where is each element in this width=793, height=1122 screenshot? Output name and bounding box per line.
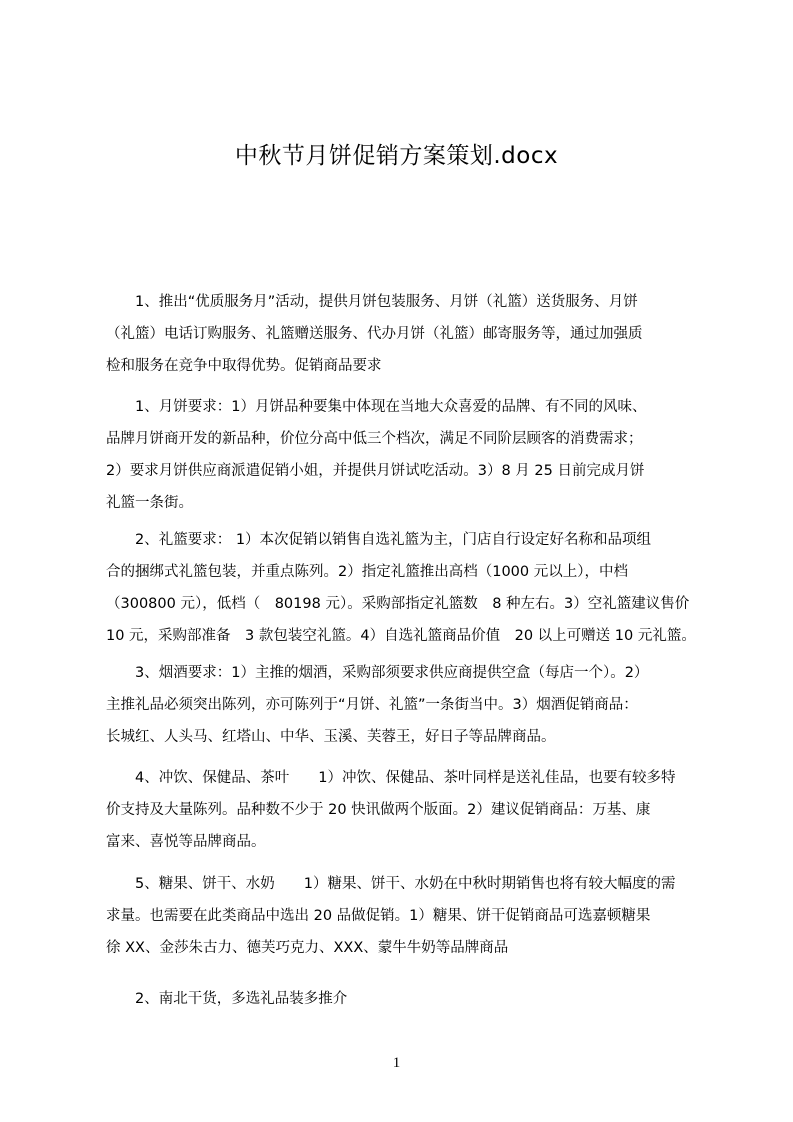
text-line: 徐 XX、金莎朱古力、德芙巧克力、XXX、蒙牛牛奶等品牌商品	[106, 940, 509, 956]
page-number: 1	[392, 1055, 401, 1071]
text-line: 3、烟酒要求：1）主推的烟酒，采购部须要求供应商提供空盒（每店一个）。2）	[106, 665, 649, 681]
text-line: 4、冲饮、保健品、茶叶 1）冲饮、保健品、茶叶同样是送礼佳品，也要有较多特	[106, 770, 676, 786]
text-line: 礼篮一条街。	[106, 495, 193, 511]
text-line: 2、礼篮要求： 1）本次促销以销售自选礼篮为主，门店自行设定好名称和品项组	[106, 532, 652, 548]
paragraph-candy-biscuit-milk	[106, 868, 706, 964]
paragraph-drinks-health-tea	[106, 762, 706, 858]
text-line: 主推礼品必须突出陈列，亦可陈列于“月饼、礼篮”一条街当中。3）烟酒促销商品：	[106, 697, 638, 713]
text-line: （礼篮）电话订购服务、礼篮赠送服务、代办月饼（礼篮）邮寄服务等，通过加强质	[106, 326, 643, 342]
paragraph-mooncake-requirements	[106, 391, 706, 519]
text-line: 10 元，采购部准备 3 款包装空礼篮。4）自选礼篮商品价值 20 以上可赠送 10 元礼篮。	[106, 628, 696, 644]
text-line: 检和服务在竞争中取得优势。促销商品要求	[106, 358, 382, 374]
text-line: 5、糖果、饼干、水奶 1）糖果、饼干、水奶在中秋时期销售也将有较大幅度的需	[106, 876, 676, 892]
text-line: 2）要求月饼供应商派遣促销小姐，并提供月饼试吃活动。3）8 月 25 日前完成月饼	[106, 463, 645, 479]
text-line: 求量。也需要在此类商品中选出 20 品做促销。1）糖果、饼干促销商品可选嘉顿糖果	[106, 908, 651, 924]
paragraph-gift-basket-requirements	[106, 524, 706, 652]
text-line: 1、月饼要求：1）月饼品种要集中体现在当地大众喜爱的品牌、有不同的风味、	[106, 399, 647, 415]
text-line: 富来、喜悦等品牌商品。	[106, 834, 266, 850]
text-line: （300800 元），低档（ 80198 元）。采购部指定礼篮数 8 种左右。3）空礼篮建议售价	[106, 596, 690, 612]
document-title: 中秋节月饼促销方案策划.docx	[234, 143, 559, 169]
text-line: 2、南北干货，多选礼品装多推介	[106, 991, 348, 1007]
paragraph-tobacco-alcohol-requirements	[106, 657, 706, 753]
text-line: 长城红、人头马、红塔山、中华、玉溪、芙蓉王，好日子等品牌商品。	[106, 729, 556, 745]
text-line: 1、推出“优质服务月”活动，提供月饼包装服务、月饼（礼篮）送货服务、月饼	[106, 294, 638, 310]
text-line: 品牌月饼商开发的新品种，价位分高中低三个档次，满足不同阶层顾客的消费需求；	[106, 431, 643, 447]
text-line: 合的捆绑式礼篮包装，并重点陈列。2）指定礼篮推出高档（1000 元以上），中档	[106, 564, 628, 580]
paragraph-service-month	[106, 286, 706, 382]
paragraph-dried-goods	[106, 983, 706, 1015]
text-line: 价支持及大量陈列。品种数不少于 20 快讯做两个版面。2）建议促销商品：万基、康	[106, 802, 651, 818]
